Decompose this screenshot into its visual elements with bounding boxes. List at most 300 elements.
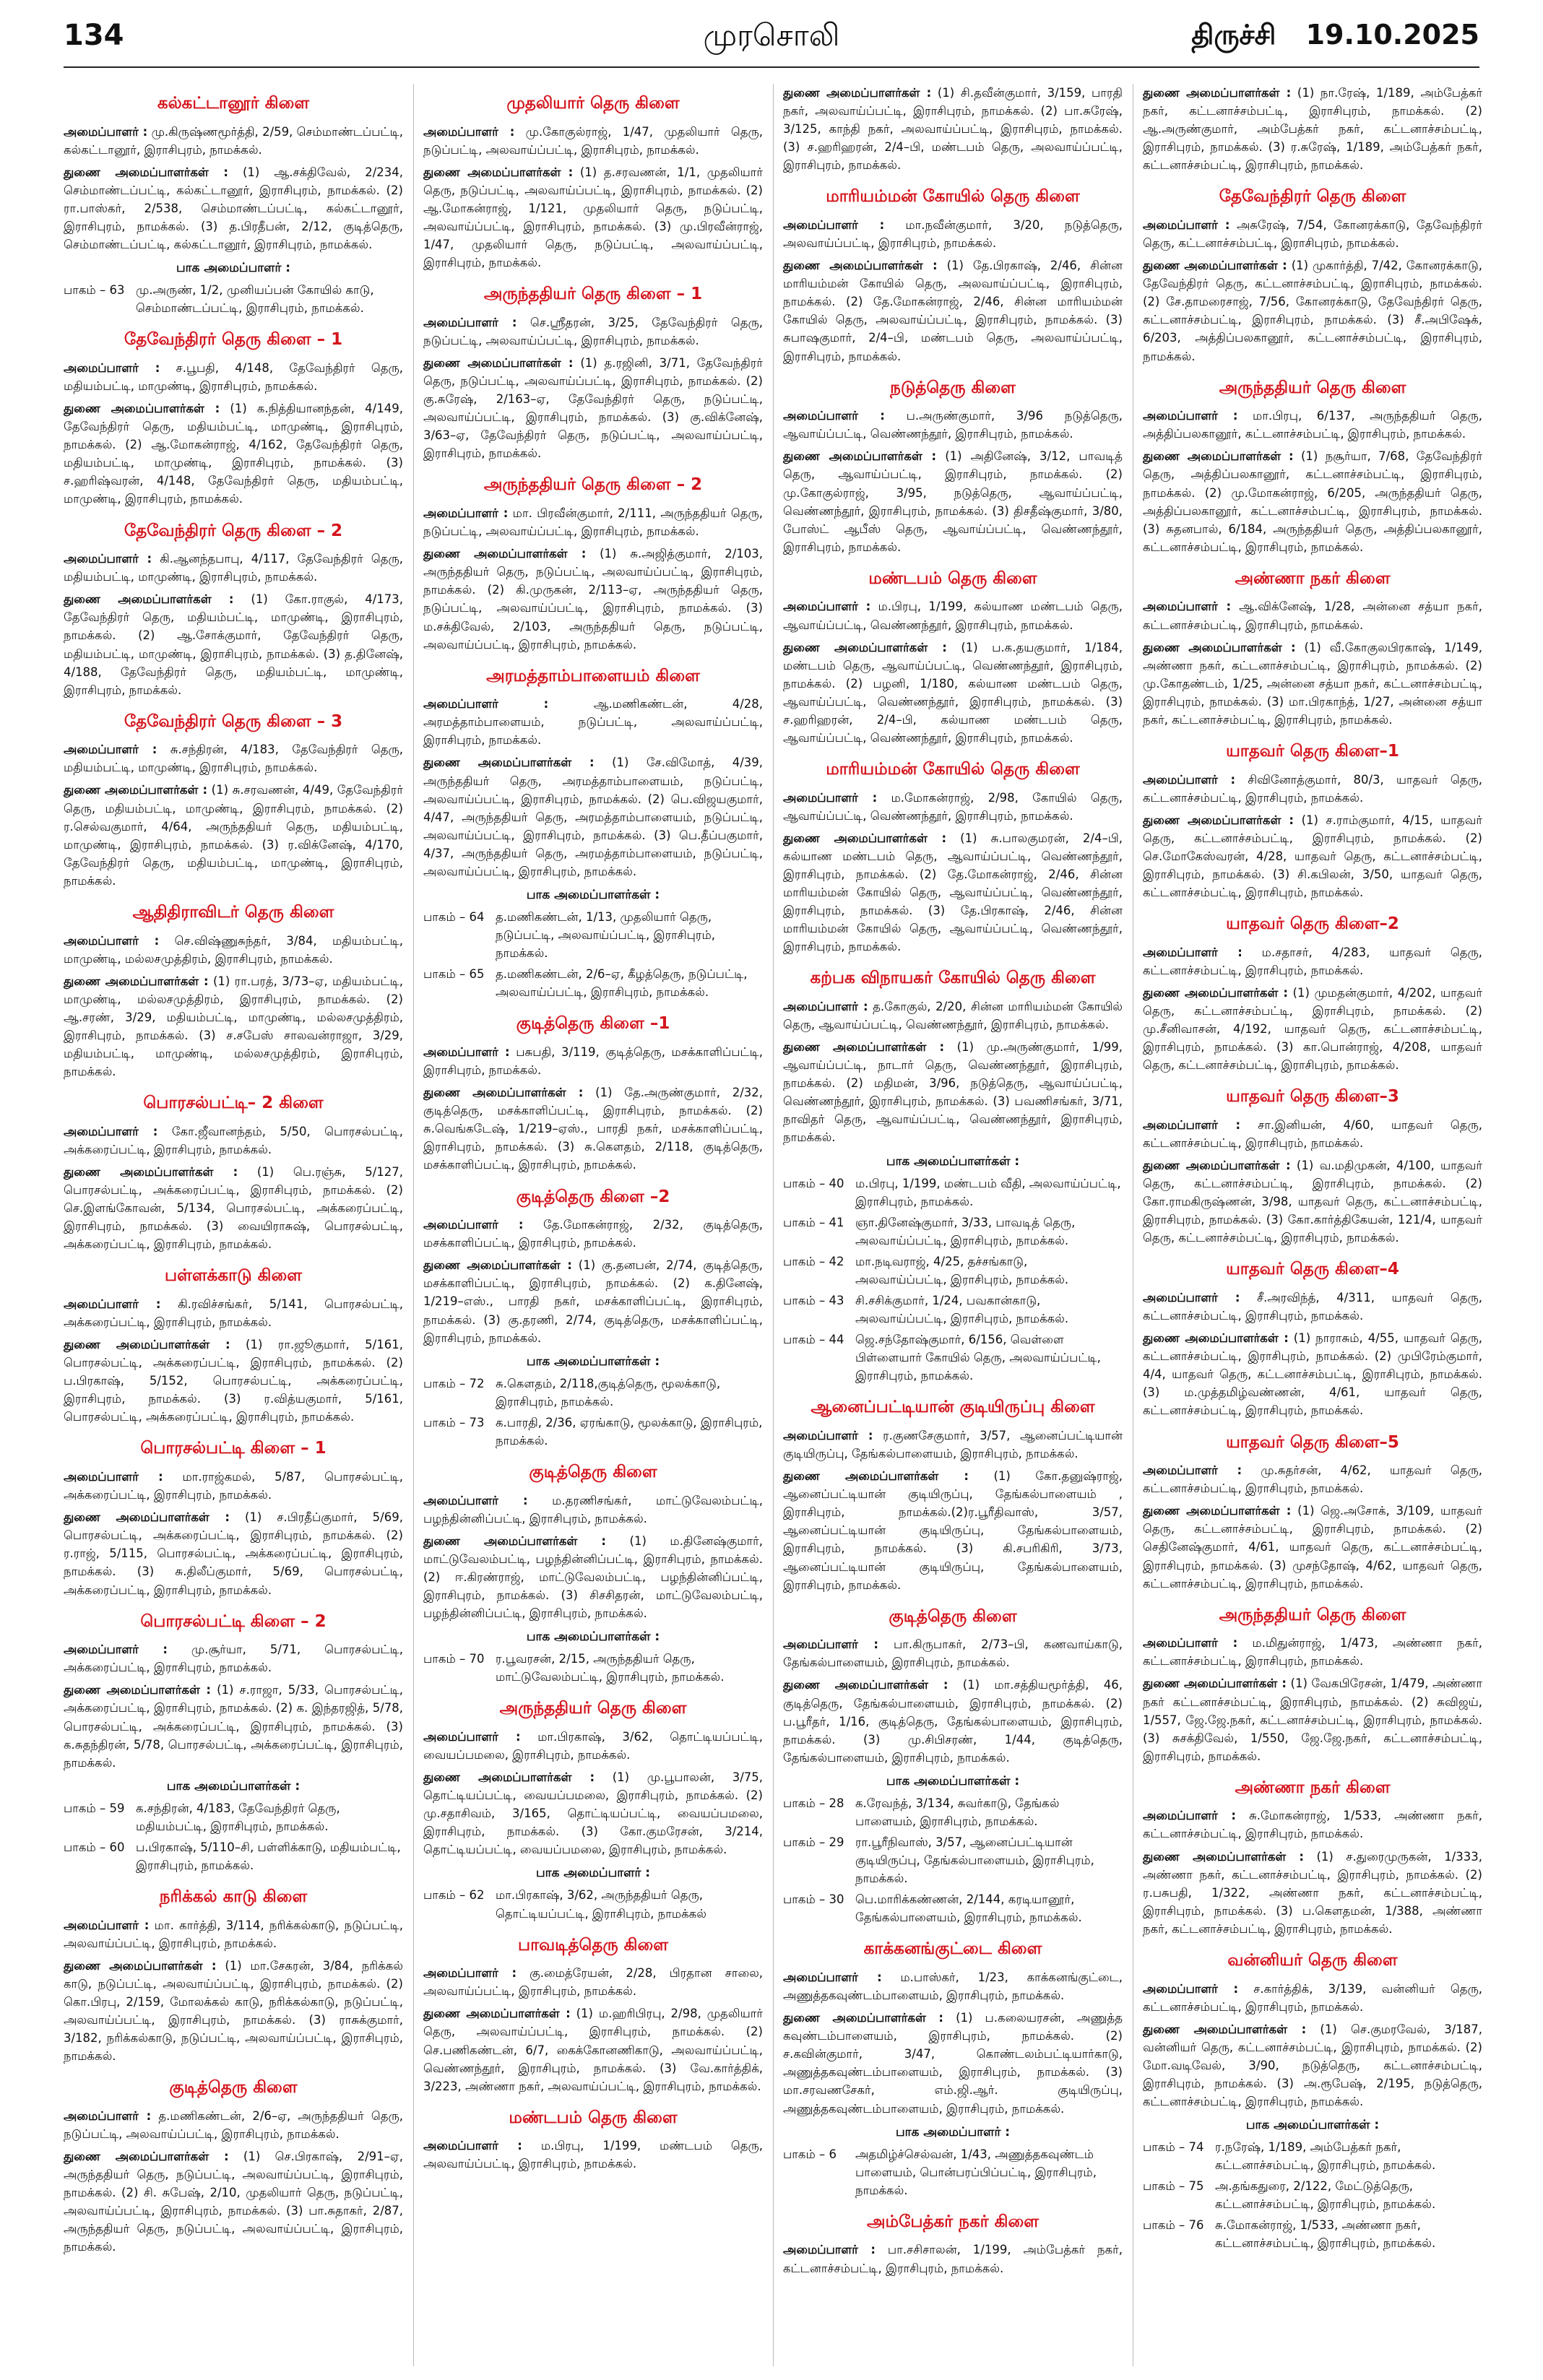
deputies-text: (1) ஜெ.அசோக், 3/109, யாதவர் தெரு, கட்டனாச்சம்பட்டி, இராசிபுரம், நாமக்கல். (2) செதினேஷ்குமார், 4/61, யாதவர் தெரு, கட்டனாச்சம்பட்டி, இராசிபுரம், நாமக்கல். (3) முசந்தோஷ், 4/62, யாதவர் தெரு, கட்டனாச்சம்பட்டி, இராசிபுரம், நாமக்கல். (1143, 1504, 1482, 1591)
ward-row (1143, 2216, 1482, 2252)
branch-section (783, 2212, 1123, 2277)
deputies-label: துணை அமைப்பாளர்கள் : (64, 1338, 230, 1352)
deputies-text: (1) கோ.ராகுல், 4/173, தேவேந்திரர் தெரு, மதியம்பட்டி, மாமுண்டி, இராசிபுரம், நாமக்கல். (2) ஆ.சோக்குமார், தேவேந்திரர் தெரு, மதியம்பட்டி, மாமுண்டி, இராசிபுரம், நாமக்கல். (3) த.தினேஷ், 4/188, தேவேந்திரர் தெரு, மதியம்பட்டி, மாமுண்டி, இராசிபுரம், நாமக்கல். (64, 592, 403, 697)
deputies-text: (1) ரா.ஜூகுமார், 5/161, பொரசல்பட்டி, அக்கரைப்பட்டி, இராசிபுரம், நாமக்கல். (2) ப.பிரகாஷ், 5/152, பொரசல்பட்டி, அக்கரைப்பட்டி, இராசிபுரம், நாமக்கல். (3) ர.வித்யகுமார், 5/161, பொரசல்பட்டி, அக்கரைப்பட்டி, இராசிபுரம், நாமக்கல். (64, 1338, 403, 1424)
ward-organizer: க.சந்திரன், 4/183, தேவேந்திரர் தெரு, மதியம்பட்டி, இராசிபுரம், நாமக்கல். (136, 1801, 340, 1833)
ward-number: பாகம் – 6 (783, 2147, 837, 2161)
ward-row (423, 1650, 763, 1686)
branch-title: ஆனைப்பட்டியான் குடியிருப்பு கிளை (811, 1398, 1095, 1417)
organizer-label: அமைப்பாளர் : (64, 1918, 150, 1932)
organizer-entry (1143, 771, 1482, 807)
organizer-label: அமைப்பாளர் : (64, 124, 148, 139)
deputies-text: (1) ப.க.தயகுமார், 1/184, மண்டபம் தெரு, ஆவாய்ப்பட்டி, வெண்ணந்தூர், இராசிபுரம், நாமக்கல். (2) பழனி, 1/180, கல்யாண மண்டபம் தெரு, ஆவாய்ப்பட்டி, வெண்ணந்தூர், இராசிபுரம், நாமக்கல். (3) ச.ஹரிஹரன், 2/4–பி, கல்யாண மண்டபம் தெரு, ஆவாய்ப்பட்டி, வெண்ணந்தூர், இராசிபுரம், நாமக்கல். (783, 640, 1123, 745)
branch-title: காக்கனங்குட்டை கிளை (863, 1939, 1042, 1959)
organizer-entry (423, 1043, 763, 1079)
organizer-label: அமைப்பாளர் : (783, 790, 878, 805)
deputies-text: (1) மா.சத்தியமூர்த்தி, 46, குடித்தெரு, தேங்கல்பாளையம், இராசிபுரம், நாமக்கல். (2) ப.பூரீதர், 1/16, குடித்தெரு, தேங்கல்பாளையம், இராசிபுரம், நாமக்கல். (3) மு.சிபிசரண், 1/44, குடித்தெரு, தேங்கல்பாளையம், இராசிபுரம், நாமக்கல். (783, 1678, 1123, 1765)
deputies-label: துணை அமைப்பாளர்கள் : (423, 756, 595, 770)
ward-row (783, 1252, 1123, 1289)
organizer-label: அமைப்பாளர் : (1143, 1636, 1238, 1650)
deputies-label: துணை அமைப்பாளர்கள் : (1143, 985, 1288, 1000)
branch-title: மாரியம்மன் கோயில் தெரு கிளை (826, 187, 1080, 207)
branch-section (1143, 84, 1482, 174)
ward-number: பாகம் – 74 (1143, 2140, 1204, 2155)
branch-title: கற்பக விநாயகர் கோயில் தெரு கிளை (810, 969, 1096, 988)
organizer-label: அமைப்பாளர் : (64, 1124, 158, 1138)
branch-title: தேவேந்திரர் தெரு கிளை – 2 (124, 521, 343, 540)
deputies-entry (1143, 1329, 1482, 1419)
deputies-text: (1) நா.ரேஷ், 1/189, அம்பேத்கர் நகர், கட்டனாச்சம்பட்டி, இராசிபுரம், நாமக்கல். (2) ஆ.அருண்குமார், அம்பேத்கர் நகர், கட்டனாச்சம்பட்டி, இராசிபுரம், நாமக்கல். (3) ர.சுரேஷ், 1/189, அம்பேத்கர் நகர், கட்டனாச்சம்பட்டி, இராசிபுரம், நாமக்கல். (1143, 86, 1482, 173)
branch-section (783, 1607, 1123, 1927)
organizer-label: அமைப்பாளர் : (783, 1970, 882, 1984)
organizer-text: த.மணிகண்டன், 2/6–ஏ, அருந்ததியர் தெரு, நடுப்பட்டி, அலவாய்ப்பட்டி, இராசிபுரம், நாமக்கல். (64, 2108, 403, 2141)
deputies-entry (1143, 1156, 1482, 1247)
deputies-text: (1) முமதன்குமார், 4/202, யாதவர் தெரு, கட்டனாச்சம்பட்டி, இராசிபுரம், நாமக்கல். (2) மு.சீனிவாசன், 4/192, யாதவர் தெரு, கட்டனாச்சம்பட்டி, இராசிபுரம், நாமக்கல். (3) கா.பொன்ராஜ், 4/208, யாதவர் தெரு, கட்டனாச்சம்பட்டி, இராசிபுரம், நாமக்கல். (1143, 985, 1482, 1073)
deputies-entry (1143, 1848, 1482, 1938)
organizer-text: ம.பிரபு, 1/199, மண்டபம் தெரு, அலவாய்ப்பட்டி, இராசிபுரம், நாமக்கல். (423, 2139, 763, 2171)
deputies-text: (1) ச.துரைமுருகன், 1/333, அண்ணா நகர், கட்டனாச்சம்பட்டி, இராசிபுரம், நாமக்கல். (2) ர.பசுபதி, 1/322, அண்ணா நகர், கட்டனாச்சம்பட்டி, இராசிபுரம், நாமக்கல். (3) ப.கௌதமன், 1/388, அண்ணா நகர், கட்டனாச்சம்பட்டி, இராசிபுரம், நாமக்கல். (1143, 1849, 1482, 1936)
organizer-label: அமைப்பாளர் : (423, 1493, 528, 1507)
organizer-entry (64, 932, 403, 968)
organizer-entry (783, 998, 1123, 1034)
ward-organizer: அ.தங்கதுரை, 2/122, மேட்டுத்தெரு, கட்டனாச்சம்பட்டி, இராசிபுரம், நாமக்கல். (1215, 2179, 1436, 2212)
branch-section (1143, 1951, 1482, 2253)
deputies-entry (423, 1768, 763, 1858)
branch-title: யாதவர் தெரு கிளை–3 (1226, 1087, 1399, 1107)
deputies-text: (1) ப.கலையரசன், அணுத்த கவுண்டம்பாளையம், இராசிபுரம், நாமக்கல். (2) ச.கவின்குமார், 3/47, கொண்டலம்பட்டியார்காடு, அணுத்தகவுண்டம்பாளையம், இராசிபுரம், நாமக்கல். (3) மா.சரவணசேகர், எம்.ஜி.ஆர். குடியிருப்பு, அணுத்தகவுண்டம்பாளையம், இராசிபுரம், நாமக்கல். (783, 2011, 1123, 2116)
branch-section (423, 1187, 763, 1450)
deputies-label: துணை அமைப்பாளர்கள் : (1143, 1849, 1304, 1864)
deputies-text: (1) மு.பூபாலன், 3/75, தொட்டியப்பட்டி, வையப்பமலை, இராசிபுரம், நாமக்கல். (2) மு.சதாசிவம், 3/165, தொட்டியப்பட்டி, வையப்பமலை, இராசிபுரம், நாமக்கல். (3) கோ.குமரேசன், 3/214, தொட்டியப்பட்டி, வையப்பமலை, இராசிபுரம், நாமக்கல். (423, 1770, 763, 1857)
column-1 (64, 84, 403, 2366)
organizer-entry (783, 1968, 1123, 2004)
deputies-text: (1) சி.தவீன்குமார், 3/159, பாரதி நகர், அலவாய்ப்பட்டி, இராசிபுரம், நாமக்கல். (2) பா.சுரேஷ், 3/125, காந்தி நகர், அலவாய்ப்பட்டி, இராசிபுரம், நாமக்கல். (3) ச.ஹரிஹரன், 2/4–பி, மண்டபம் தெரு, அலவாய்ப்பட்டி, இராசிபுரம், நாமக்கல். (783, 86, 1123, 173)
ward-row (423, 965, 763, 1001)
ward-organizer: பெ.மாரிக்கண்ணன், 2/144, கரடியானூர், தேங்கல்பாளையம், இராசிபுரம், நாமக்கல். (855, 1892, 1082, 1925)
organizer-text: ம.மிதுன்ராஜ், 1/473, அண்ணா நகர், கட்டனாச்சம்பட்டி, இராசிபுரம், நாமக்கல். (1143, 1636, 1482, 1669)
organizer-text: மா. பிரவீன்குமார், 2/111, அருந்ததியர் தெரு, நடுப்பட்டி, அலவாய்ப்பட்டி, இராசிபுரம், நாமக்கல். (423, 506, 763, 539)
deputies-entry (1143, 447, 1482, 555)
branch-section (423, 285, 763, 462)
organizer-text: மா.நவீன்குமார், 3/20, நடுத்தெரு, அலவாய்ப்பட்டி, இராசிபுரம், நாமக்கல். (783, 217, 1123, 251)
deputies-entry (1143, 2020, 1482, 2111)
branch-title: அருந்ததியர் தெரு கிளை (1219, 1605, 1406, 1624)
ward-organizer: ஞா.தினேஷ்குமார், 3/33, பாவடித் தெரு, அலவாய்ப்பட்டி, இராசிபுரம், நாமக்கல். (855, 1215, 1076, 1247)
ward-heading: பாக அமைப்பாளர்கள் : (526, 888, 660, 903)
ward-organizer: ஜெ.சந்தோஷ்குமார், 6/156, வெள்ளை பிள்ளையார் கோயில் தெரு, அலவாய்ப்பட்டி, இராசிபுரம், நாமக்கல். (855, 1333, 1101, 1383)
deputies-label: துணை அமைப்பாளர்கள் : (423, 1258, 572, 1273)
branch-title: பாவடித்தெரு கிளை (518, 1935, 668, 1955)
deputies-label: துணை அமைப்பாளர்கள் : (1143, 813, 1294, 827)
organizer-label: அமைப்பாளர் : (783, 1637, 878, 1652)
organizer-entry (1143, 216, 1482, 252)
organizer-text: ர.குணசேகுமார், 3/57, ஆனைப்பட்டியான் குடியிருப்பு, தேங்கல்பாளையம், இராசிபுரம், நாமக்கல். (783, 1429, 1123, 1461)
ward-heading: பாக அமைப்பாளர்கள் : (526, 1630, 660, 1645)
organizer-entry (1143, 1116, 1482, 1152)
organizer-entry (783, 597, 1123, 633)
organizer-label: அமைப்பாளர் : (1143, 1117, 1241, 1132)
organizer-text: சு.சந்திரன், 4/183, தேவேந்திரர் தெரு, மதியம்பட்டி, மாமுண்டி, இராசிபுரம், நாமக்கல். (64, 743, 403, 775)
branch-section (64, 712, 403, 890)
ward-number: பாகம் – 63 (64, 283, 125, 298)
deputies-entry (423, 163, 763, 272)
deputies-label: துணை அமைப்பாளர்கள் : (423, 547, 587, 561)
organizer-label: அமைப்பாளர் : (423, 124, 515, 139)
ward-number: பாகம் – 44 (783, 1333, 844, 1347)
ward-number: பாகம் – 64 (423, 910, 485, 925)
deputies-label: துணை அமைப்பாளர்கள் : (64, 2150, 229, 2164)
organizer-text: ஆ.விக்னேஷ், 1/28, அன்னை சத்யா நகர், கட்டனாச்சம்பட்டி, இராசிபுரம், நாமக்கல். (1143, 600, 1482, 632)
deputies-text: (1) கோ.தனுஷ்ராஜ், ஆனைப்பட்டியான் குடியிருப்பு, தேங்கல்பாளையம் , இராசிபுரம், நாமக்கல்.(2)ர.பூரீதிவாஸ், 3/57, ஆனைப்பட்டியான் குடியிருப்பு, தேங்கல்பாளையம், இராசிபுரம், நாமக்கல். (3) கி.சபரிகிரி, 3/73, ஆனைப்பட்டியான் குடியிருப்பு, தேங்கல்பாளையம், இராசிபுரம், நாமக்கல். (783, 1469, 1123, 1592)
deputies-label: துணை அமைப்பாளர்கள் : (423, 1770, 595, 1785)
branch-section (783, 378, 1123, 556)
branch-title: அம்பேத்கர் நகர் கிளை (866, 2212, 1040, 2231)
deputies-entry (1143, 256, 1482, 365)
ward-row (783, 1794, 1123, 1830)
deputies-entry (64, 2147, 403, 2256)
branch-title: அருந்ததியர் தெரு கிளை – 2 (483, 475, 703, 495)
branch-section (423, 94, 763, 272)
branch-section (1143, 914, 1482, 1074)
organizer-label: அமைப்பாளர் : (1143, 772, 1236, 787)
branch-title: அண்ணா நகர் கிளை (1235, 568, 1391, 588)
deputies-text: (1) பெ.ரஞ்சு, 5/127, பொரசல்பட்டி, அக்கரைப்பட்டி, இராசிபுரம், நாமக்கல். (2) செ.இளங்கோவன், 5/134, பொரசல்பட்டி, அக்கரைப்பட்டி, இராசிபுரம், நாமக்கல். (3) வையிராசுஷ், பொரசல்பட்டி, அக்கரைப்பட்டி, இராசிபுரம், நாமக்கல். (64, 1164, 403, 1252)
deputies-text: (1) சு.அஜித்குமார், 2/103, அருந்ததியர் தெரு, நடுப்பட்டி, அலவாய்ப்பட்டி, இராசிபுரம், நாமக்கல். (2) கி.முருகன், 2/113–ஏ, அருந்ததியர் தெரு, நடுப்பட்டி, அலவாய்ப்பட்டி, இராசிபுரம், நாமக்கல். (3) ம.சக்திவேல், 2/103, அருந்ததியர் தெரு, நடுப்பட்டி, அலவாய்ப்பட்டி, இராசிபுரம், நாமக்கல். (423, 547, 763, 652)
ward-number: பாகம் – 75 (1143, 2179, 1204, 2194)
deputies-entry (783, 639, 1123, 747)
deputies-entry (783, 256, 1123, 365)
ward-heading: பாக அமைப்பாளர்கள் : (886, 1154, 1020, 1169)
organizer-entry (1143, 1806, 1482, 1843)
ward-organizer: ர.பூவரசன், 2/15, அருந்ததியர் தெரு, மாட்டுவேலம்பட்டி, இராசிபுரம், நாமக்கல். (496, 1652, 725, 1684)
ward-number: பாகம் – 70 (423, 1652, 485, 1666)
deputies-entry (64, 163, 403, 254)
deputies-entry (1143, 1674, 1482, 1765)
branch-section (1143, 742, 1482, 901)
organizer-label: அமைப்பாளர் : (64, 360, 160, 375)
organizer-label: அமைப்பாளர் : (1143, 600, 1232, 614)
deputies-entry (783, 1676, 1123, 1766)
deputies-label: துணை அமைப்பாளர்கள் : (1143, 86, 1292, 100)
organizer-label: அமைப்பாளர் : (64, 743, 157, 757)
branch-section (1143, 569, 1482, 729)
ward-number: பாகம் – 73 (423, 1415, 485, 1429)
deputies-entry (1143, 984, 1482, 1074)
deputies-label: துணை அமைப்பாளர்கள் : (64, 1164, 238, 1179)
deputies-text: (1) சே.விமோத், 4/39, அருந்ததியர் தெரு, அரமத்தாம்பாளையம், நடுப்பட்டி, அலவாய்ப்பட்டி, இராசிபுரம், நாமக்கல். (2) பெ.விஜயகுமார், 4/47, அருந்ததியர் தெரு, அரமத்தாம்பாளையம், நடுப்பட்டி, அலவாய்ப்பட்டி, இராசிபுரம், நாமக்கல். (3) பெ.தீப்பகுமார், 4/37, அருந்ததியர் தெரு, அரமத்தாம்பாளையம், நடுப்பட்டி, அலவாய்ப்பட்டி, இராசிபுரம், நாமக்கல். (423, 756, 763, 878)
deputies-entry (1143, 639, 1482, 729)
organizer-label: அமைப்பாளர் : (64, 933, 160, 948)
organizer-text: சா.இனியன், 4/60, யாதவர் தெரு, கட்டனாச்சம்பட்டி, இராசிபுரம், நாமக்கல். (1143, 1117, 1482, 1150)
organizer-text: மு.சூர்யா, 5/71, பொரசல்பட்டி, அக்கரைப்பட்டி, இராசிபுரம், நாமக்கல். (64, 1643, 403, 1675)
deputies-entry (423, 1256, 763, 1346)
deputies-entry (64, 972, 403, 1081)
branch-section (64, 1612, 403, 1874)
branch-section (783, 969, 1123, 1385)
deputies-text: (1) வ.மதிமுகன், 4/100, யாதவர் தெரு, கட்டனாச்சம்பட்டி, இராசிபுரம், நாமக்கல். (2) கோ.ராமகிருஷ்ணன், 3/98, யாதவர் தெரு, கட்டனாச்சம்பட்டி, இராசிபுரம், நாமக்கல். (3) கோ.கார்த்திகேயன், 121/4, யாதவர் தெரு, கட்டனாச்சம்பட்டி, இராசிபுரம், நாமக்கல். (1143, 1159, 1482, 1245)
branch-title: அரமத்தாம்பாளையம் கிளை (486, 666, 700, 685)
branch-section (783, 760, 1123, 956)
organizer-entry (64, 2107, 403, 2143)
organizer-label: அமைப்பாளர் : (783, 409, 885, 423)
deputies-entry (64, 399, 403, 508)
organizer-label: அமைப்பாளர் : (423, 1966, 517, 1981)
deputies-entry (783, 84, 1123, 174)
column-2 (423, 84, 763, 2366)
organizer-text: ம.மோகன்ராஜ், 2/98, கோயில் தெரு, ஆவாய்ப்பட்டி, வெண்ணந்தூர், இராசிபுரம், நாமக்கல். (783, 790, 1123, 823)
organizer-entry (64, 1640, 403, 1676)
branch-section (423, 1463, 763, 1686)
deputies-text: (1) மா.சேகரன், 3/84, நரிக்கல் காடு, நடுப்பட்டி, அலவாய்ப்பட்டி, இராசிபுரம், நாமக்கல். (2) கொ.பிரபு, 2/159, மோலக்கல் காடு, நரிக்கல்காடு, நடுப்பட்டி, அலவாய்ப்பட்டி, இராசிபுரம், நாமக்கல். (3) ராசுக்குமார், 3/182, நரிக்கல்காடு, நடுப்பட்டி, அலவாய்ப்பட்டி, இராசிபுரம், நாமக்கல். (64, 1958, 403, 2064)
organizer-entry (783, 1635, 1123, 1671)
deputies-entry (64, 1681, 403, 1771)
deputies-label: துணை அமைப்பாளர்கள் : (783, 1678, 948, 1692)
ward-row (64, 1838, 403, 1874)
deputies-entry (64, 1957, 403, 2065)
branch-section (783, 187, 1123, 365)
branch-title: அருந்ததியர் தெரு கிளை (499, 1699, 687, 1718)
organizer-text: ஆ.மணிகண்டன், 4/28, அரமத்தாம்பாளையம், நடுப்பட்டி, அலவாய்ப்பட்டி, இராசிபுரம், நாமக்கல். (423, 697, 763, 748)
organizer-text: மா.பிரபு, 6/137, அருந்ததியர் தெரு, அத்திப்பலகானூர், கட்டனாச்சம்பட்டி, இராசிபுரம், நாமக்கல். (1143, 409, 1482, 441)
header-rule (64, 66, 1479, 68)
deputies-label: துணை அமைப்பாளர்கள் : (783, 2011, 943, 2025)
ward-organizer: சி.சசிக்குமார், 1/24, பவகான்காடு, அலவாய்ப்பட்டி, இராசிபுரம், நாமக்கல். (855, 1294, 1069, 1326)
page-number: 134 (64, 19, 124, 52)
organizer-label: அமைப்பாளர் : (1143, 945, 1242, 959)
branch-section (1143, 1606, 1482, 1765)
branch-section (1143, 187, 1482, 365)
deputies-label: துணை அமைப்பாளர்கள் : (64, 402, 220, 416)
deputies-label: துணை அமைப்பாளர்கள் : (783, 640, 947, 654)
branch-title: மண்டபம் தெரு கிளை (868, 568, 1037, 588)
deputies-label: துணை அமைப்பாளர்கள் : (64, 1958, 217, 1973)
deputies-text: (1) த.சரவணன், 1/1, முதலியார் தெரு, நடுப்பட்டி, அலவாய்ப்பட்டி, இராசிபுரம், நாமக்கல். (2) ஆ.மோகன்ராஜ், 1/121, முதலியார் தெரு, நடுப்பட்டி, அலவாய்ப்பட்டி, இராசிபுரம், நாமக்கல். (3) மு.பிரவீன்ராஜ், 1/47, முதலியார் தெரு, நடுப்பட்டி, அலவாய்ப்பட்டி, இராசிபுரம், நாமக்கல். (423, 165, 763, 270)
deputies-text: (1) சு.பாலகுமரன், 2/4–பி, கல்யாண மண்டபம் தெரு, ஆவாய்ப்பட்டி, வெண்ணந்தூர், இராசிபுரம், நாமக்கல். (2) தே.மோகன்ராஜ், 2/46, சின்ன மாரியம்மன் கோயில் தெரு, ஆவாய்ப்பட்டி, வெண்ணந்தூர், இராசிபுரம், நாமக்கல். (3) தே.பிரகாஷ், 2/46, சின்ன மாரியம்மன் கோயில் தெரு, ஆவாய்ப்பட்டி, வெண்ணந்தூர், இராசிபுரம், நாமக்கல். (783, 831, 1123, 954)
deputies-label: துணை அமைப்பாளர்கள் : (423, 2007, 571, 2021)
branch-title: தேவேந்திரர் தெரு கிளை (1219, 187, 1406, 207)
deputies-label: துணை அமைப்பாளர்கள் : (64, 1510, 230, 1525)
deputies-text: (1) கு.தனபன், 2/74, குடித்தெரு, மசக்காளிப்பட்டி, இராசிபுரம், நாமக்கல். (2) க.தினேஷ், 1/219–எஸ்., பாரதி நகர், மசக்காளிப்பட்டி, இராசிபுரம், நாமக்கல். (3) கு.தரணி, 2/74, குடித்தெரு, மசக்காளிப்பட்டி, இராசிபுரம், நாமக்கல். (423, 1258, 763, 1345)
column-4 (1143, 84, 1482, 2366)
organizer-entry (64, 1916, 403, 1952)
branch-title: பள்ளக்காடு கிளை (165, 1266, 302, 1286)
organizer-entry (783, 789, 1123, 825)
ward-row (783, 1330, 1123, 1385)
organizer-text: ச.கார்த்திக், 3/139, வன்னியர் தெரு, கட்டனாச்சம்பட்டி, இராசிபுரம், நாமக்கல். (1143, 1981, 1482, 2014)
ward-number: பாகம் – 28 (783, 1796, 844, 1810)
columns-area (64, 84, 1482, 2366)
branch-section (1143, 1260, 1482, 1419)
ward-row (64, 1799, 403, 1835)
deputies-text: (1) த.ரஜினி, 3/71, தேவேந்திரர் தெரு, நடுப்பட்டி, அலவாய்ப்பட்டி, இராசிபுரம், நாமக்கல். (2) கு.சுரேஷ், 2/163–ஏ, தேவேந்திரர் தெரு, நடுப்பட்டி, அலவாய்ப்பட்டி, இராசிபுரம், நாமக்கல். (3) கு.விக்னேஷ், 3/63–ஏ, தேவேந்திரர் தெரு, நடுப்பட்டி, அலவாய்ப்பட்டி, இராசிபுரம், நாமக்கல். (423, 355, 763, 461)
ward-row (783, 1174, 1123, 1211)
ward-row (423, 1375, 763, 1411)
deputies-label: துணை அமைப்பாளர்கள் : (64, 783, 208, 797)
organizer-entry (64, 740, 403, 776)
branch-section (64, 522, 403, 699)
deputies-entry (64, 1163, 403, 1253)
deputies-entry (783, 1038, 1123, 1146)
deputies-entry (64, 781, 403, 889)
deputies-entry (64, 1508, 403, 1598)
organizer-text: பா.கிருபாகர், 2/73–பி, கணவாய்காடு, தேங்கல்பாளையம், இராசிபுரம், நாமக்கல். (783, 1637, 1123, 1670)
branch-section (64, 903, 403, 1081)
deputies-text: (1) க.நித்தியானந்தன், 4/149, தேவேந்திரர் தெரு, மதியம்பட்டி, மாமுண்டி, இராசிபுரம், நாமக்கல். (2) ஆ.மோகன்ராஜ், 4/162, தேவேந்திரர் தெரு, மதியம்பட்டி, மாமுண்டி, இராசிபுரம், நாமக்கல். (3) ச.ஹரிஷ்வரன், 4/148, தேவேந்திரர் தெரு, மதியம்பட்டி, மாமுண்டி, இராசிபுரம், நாமக்கல். (64, 402, 403, 506)
dateline (1191, 19, 1479, 55)
deputies-text: (1) ம.ஹரிபிரபு, 2/98, முதலியார் தெரு, அலவாய்ப்பட்டி, இராசிபுரம், நாமக்கல். (2) செ.பணிகண்டன், 6/7, கைக்கோனணிகாடு, அலவாய்ப்பட்டி, வெண்ணந்தூர், இராசிபுரம், நாமக்கல். (3) வே.கார்த்திக், 3/223, அண்ணா நகர், அலவாய்ப்பட்டி, இராசிபுரம், நாமக்கல். (423, 2007, 763, 2093)
deputies-label: துணை அமைப்பாளர்கள் : (1143, 2022, 1307, 2036)
deputies-text: (1) தே.பிரகாஷ், 2/46, சின்ன மாரியம்மன் கோயில் தெரு, அலவாய்ப்பட்டி, இராசிபுரம், நாமக்கல். (2) தே.மோகன்ராஜ், 2/46, சின்ன மாரியம்மன் கோயில் தெரு, அலவாய்ப்பட்டி, இராசிபுரம், நாமக்கல். (3) சுபாஷகுமார், 2/4–பி, மண்டபம் தெரு, அலவாய்ப்பட்டி, இராசிபுரம், நாமக்கல். (783, 259, 1123, 363)
organizer-label: அமைப்பாளர் : (64, 2108, 152, 2123)
branch-section (423, 1014, 763, 1174)
organizer-text: சு.மோகன்ராஜ், 1/533, அண்ணா நகர், கட்டனாச்சம்பட்டி, இராசிபுரம், நாமக்கல். (1143, 1809, 1482, 1841)
ward-row (423, 1414, 763, 1450)
organizer-label: அமைப்பாளர் : (423, 506, 509, 521)
ward-organizer: ரா.பூரீநிவாஸ், 3/57, ஆனைப்பட்டியான் குடியிருப்பு, தேங்கல்பாளையம், இராசிபுரம், நாமக்கல். (855, 1835, 1094, 1886)
organizer-entry (64, 1122, 403, 1159)
organizer-label: அமைப்பாளர் : (423, 697, 549, 711)
column-divider (413, 84, 414, 2366)
deputies-text: (1) வீ.கோகுலபிரகாஷ், 1/149, அண்ணா நகர், கட்டனாச்சம்பட்டி, இராசிபுரம், நாமக்கல். (2) மு.கோதண்டம், 1/25, அன்னை சத்யா நகர், கட்டனாச்சம்பட்டி, இராசிபுரம், நாமக்கல். (3) மா.பிரகாந்த், 1/27, அன்னை சத்யா நகர், கட்டனாச்சம்பட்டி, இராசிபுரம், நாமக்கல். (1143, 640, 1482, 727)
deputies-label: துணை அமைப்பாளர்கள் : (423, 165, 574, 179)
branch-title: குடித்தெரு கிளை (169, 2078, 298, 2098)
organizer-label: அமைப்பாளர் : (64, 1470, 163, 1484)
deputies-label: துணை அமைப்பாளர்கள் : (64, 1683, 212, 1697)
deputies-label: துணை அமைப்பாளர்கள் : (64, 974, 209, 988)
branch-title: குடித்தெரு கிளை –1 (516, 1014, 670, 1034)
branch-title: தேவேந்திரர் தெரு கிளை – 3 (124, 711, 343, 731)
deputies-label: துணை அமைப்பாளர்கள் : (64, 165, 228, 179)
organizer-entry (423, 1216, 763, 1252)
deputies-label: துணை அமைப்பாளர்கள் : (423, 1086, 584, 1100)
branch-section (64, 330, 403, 508)
ward-organizer: மு.அருண், 1/2, முனியப்பன் கோயில் காடு, செம்மாண்டப்பட்டி, இராசிபுரம், நாமக்கல். (136, 283, 374, 316)
ward-row (423, 1886, 763, 1922)
deputies-entry (64, 590, 403, 698)
organizer-text: த.கோகுல், 2/20, சின்ன மாரியம்மன் கோயில் தெரு, ஆவாய்ப்பட்டி, வெண்ணந்தூர், இராசிபுரம், நாமக்கல். (783, 999, 1123, 1032)
ward-heading: பாக அமைப்பாளர் : (535, 1866, 651, 1881)
ward-organizer: ர.நரேஷ், 1/189, அம்பேத்கர் நகர், கட்டனாச்சம்பட்டி, இராசிபுரம், நாமக்கல். (1215, 2140, 1436, 2173)
branch-section (423, 475, 763, 653)
ward-number: பாகம் – 40 (783, 1176, 844, 1190)
organizer-label: அமைப்பாளர் : (423, 2139, 522, 2153)
ward-row (783, 2145, 1123, 2199)
branch-title: மண்டபம் தெரு கிளை (509, 2108, 678, 2127)
ward-organizer: க.ரேவந்த், 3/134, சுவர்காடு, தேங்கல் பாளையம், இராசிபுரம், நாமக்கல். (855, 1796, 1060, 1828)
ward-row (64, 281, 403, 317)
organizer-text: பா.சசிசாலன், 1/199, அம்பேத்கர் நகர், கட்டனாச்சம்பட்டி, இராசிபுரம், நாமக்கல். (783, 2243, 1123, 2275)
organizer-label: அமைப்பாளர் : (783, 999, 868, 1013)
deputies-entry (783, 829, 1123, 956)
ward-number: பாகம் – 43 (783, 1294, 844, 1308)
deputies-label: துணை அமைப்பாளர்கள் : (1143, 259, 1287, 273)
ward-organizer: மா.நடிவராஜ், 4/25, தச்சங்காடு, அலவாய்ப்பட்டி, இராசிபுரம், நாமக்கல். (855, 1254, 1069, 1286)
organizer-text: ச.பூபதி, 4/148, தேவேந்திரர் தெரு, மதியம்பட்டி, மாமுண்டி, இராசிபுரம், நாமக்கல். (64, 360, 403, 393)
organizer-entry (783, 407, 1123, 443)
branch-title: யாதவர் தெரு கிளை–1 (1226, 741, 1399, 761)
deputies-label: துணை அமைப்பாளர்கள் : (1143, 1504, 1292, 1518)
branch-section (423, 667, 763, 1002)
deputies-text: (1) ம.தினேஷ்குமார், மாட்டுவேலம்பட்டி, பழந்தின்னிப்பட்டி, இராசிபுரம், நாமக்கல். (2) ஈ.கிரண்ராஜ், மாட்டுவேலம்பட்டி, பழந்தின்னிப்பட்டி, இராசிபுரம், நாமக்கல். (3) சிசசிதரன், மாட்டுவேலம்பட்டி, பழந்தின்னிப்பட்டி, இராசிபுரம், நாமக்கல். (423, 1533, 763, 1621)
deputies-label: துணை அமைப்பாளர்கள் : (783, 1469, 969, 1484)
organizer-text: செ.விஷ்ணுசுந்தர், 3/84, மதியம்பட்டி, மாமுண்டி, மல்லசமுத்திரம், இராசிபுரம், நாமக்கல். (64, 933, 403, 966)
organizer-entry (423, 313, 763, 350)
deputies-entry (423, 545, 763, 653)
organizer-text: ப.அருண்குமார், 3/96 நடுத்தெரு, ஆவாய்ப்பட்டி, வெண்ணந்தூர், இராசிபுரம், நாமக்கல். (783, 409, 1123, 441)
organizer-label: அமைப்பாளர் : (1143, 1463, 1242, 1478)
branch-section (64, 1094, 403, 1253)
column-3 (783, 84, 1123, 2366)
deputies-text: (1) ச.ராம்குமார், 4/15, யாதவர் தெரு, கட்டனாச்சம்பட்டி, இராசிபுரம், நாமக்கல். (2) செ.மோகேஸ்வரன், 4/28, யாதவர் தெரு, கட்டனாச்சம்பட்டி, இராசிபுரம், நாமக்கல். (3) சி.கபிலன், 3/50, யாதவர் தெரு, கட்டனாச்சம்பட்டி, இராசிபுரம், நாமக்கல். (1143, 813, 1482, 900)
deputies-entry (1143, 811, 1482, 901)
ward-row (783, 1833, 1123, 1887)
organizer-label: அமைப்பாளர் : (1143, 409, 1238, 423)
organizer-label: அமைப்பாளர் : (423, 315, 517, 329)
ward-number: பாகம் – 65 (423, 967, 485, 982)
branch-title: முதலியார் தெரு கிளை (506, 94, 680, 113)
organizer-entry (1143, 1289, 1482, 1325)
branch-section (1143, 378, 1482, 556)
organizer-text: ம.பிரபு, 1/199, கல்யாண மண்டபம் தெரு, ஆவாய்ப்பட்டி, வெண்ணந்தூர், இராசிபுரம், நாமக்கல். (783, 600, 1123, 632)
branch-section (783, 1398, 1123, 1593)
deputies-label: துணை அமைப்பாளர்கள் : (423, 355, 574, 370)
branch-section (1143, 1087, 1482, 1247)
organizer-label: அமைப்பாளர் : (783, 217, 885, 232)
ward-heading: பாக அமைப்பாளர்கள் : (526, 1354, 660, 1369)
ward-row (783, 1213, 1123, 1250)
deputies-entry (1143, 1502, 1482, 1592)
branch-section (64, 94, 403, 317)
branch-section (64, 1887, 403, 2065)
deputies-text: (1) சு.சரவணன், 4/49, தேவேந்திரர் தெரு, மதியம்பட்டி, மாமுண்டி, இராசிபுரம், நாமக்கல். (2) ர.செல்வகுமார், 4/64, அருந்ததியர் தெரு, மதியம்பட்டி, மாமுண்டி, இராசிபுரம், நாமக்கல். (3) ர.விக்னேஷ், 4/170, தேவேந்திரர் தெரு, மதியம்பட்டி, மாமுண்டி, இராசிபுரம், நாமக்கல். (64, 783, 403, 888)
organizer-label: அமைப்பாளர் : (423, 1729, 521, 1744)
branch-section (783, 1939, 1123, 2199)
organizer-entry (1143, 943, 1482, 979)
organizer-text: செ.ஸ்ரீதரன், 3/25, தேவேந்திரர் தெரு, நடுப்பட்டி, அலவாய்ப்பட்டி, இராசிபுரம், நாமக்கல். (423, 315, 763, 347)
branch-title: நரிக்கல் காடு கிளை (159, 1887, 308, 1907)
deputies-entry (423, 354, 763, 462)
organizer-text: ம.தரணிசங்கர், மாட்டுவேலம்பட்டி, பழந்தின்னிப்பட்டி, இராசிபுரம், நாமக்கல். (423, 1493, 763, 1526)
organizer-label: அமைப்பாளர் : (1143, 1809, 1236, 1823)
ward-number: பாகம் – 76 (1143, 2218, 1204, 2233)
deputies-entry (423, 1532, 763, 1622)
ward-heading: பாக அமைப்பாளர்கள் : (886, 1773, 1020, 1788)
branch-title: பொரசல்பட்டி– 2 கிளை (143, 1094, 324, 1113)
deputies-text: (1) அதினேஷ், 3/12, பாவடித் தெரு, ஆவாய்ப்பட்டி, இராசிபுரம், நாமக்கல். (2) மு.கோகுல்ராஜ், 3/95, நடுத்தெரு, ஆவாய்ப்பட்டி, வெண்ணந்தூர், இராசிபுரம், நாமக்கல். (3) திசதீஷ்குமார், 3/80, போஸ்ட் ஆபீஸ் தெரு, ஆவாய்ப்பட்டி, வெண்ணந்தூர், இராசிபுரம், நாமக்கல். (783, 449, 1123, 554)
ward-number: பாகம் – 72 (423, 1376, 485, 1390)
branch-title: மாரியம்மன் கோயில் தெரு கிளை (826, 760, 1080, 779)
organizer-entry (1143, 1980, 1482, 2016)
newspaper-name: முரசொலி (703, 17, 840, 53)
organizer-label: அமைப்பாளர் : (1143, 1290, 1240, 1304)
deputies-text: (1) தே.அருண்குமார், 2/32, குடித்தெரு, மசக்காளிப்பட்டி, இராசிபுரம், நாமக்கல். (2) சு.வெங்கடேஷ், 1/219–ஏஸ்., பாரதி நகர், மசக்காளிப்பட்டி, இராசிபுரம், நாமக்கல். (3) சு.கௌதம், 2/118, குடித்தெரு, மசக்காளிப்பட்டி, இராசிபுரம், நாமக்கல். (423, 1086, 763, 1172)
masthead (0, 0, 1543, 71)
branch-title: பொரசல்பட்டி கிளை – 2 (140, 1611, 327, 1631)
organizer-entry (64, 550, 403, 586)
branch-title: குடித்தெரு கிளை (889, 1606, 1017, 1626)
organizer-label: அமைப்பாளர் : (423, 1218, 524, 1232)
organizer-text: தே.மோகன்ராஜ், 2/32, குடித்தெரு, மசக்காளிப்பட்டி, இராசிபுரம், நாமக்கல். (423, 1218, 763, 1250)
branch-title: தேவேந்திரர் தெரு கிளை – 1 (124, 330, 343, 350)
branch-section (1143, 1433, 1482, 1593)
ward-row (1143, 2177, 1482, 2213)
deputies-entry (423, 2004, 763, 2095)
deputies-text: (1) மு.அருண்குமார், 1/99, ஆவாய்ப்பட்டி, நாடார் தெரு, வெண்ணந்தூர், இராசிபுரம், நாமக்கல். (2) மதிமன், 3/96, நடுத்தெரு, ஆவாய்ப்பட்டி, வெண்ணந்தூர், இராசிபுரம், நாமக்கல். (3) பவணிசங்கர், 3/71, நாவிதர் தெரு, ஆவாய்ப்பட்டி, வெண்ணந்தூர், இராசிபுரம், நாமக்கல். (783, 1040, 1123, 1145)
organizer-entry (64, 359, 403, 395)
deputies-label: துணை அமைப்பாளர்கள் : (783, 449, 937, 464)
deputies-label: துணை அமைப்பாளர்கள் : (783, 1040, 945, 1055)
deputies-label: துணை அமைப்பாளர்கள் : (1143, 449, 1294, 464)
